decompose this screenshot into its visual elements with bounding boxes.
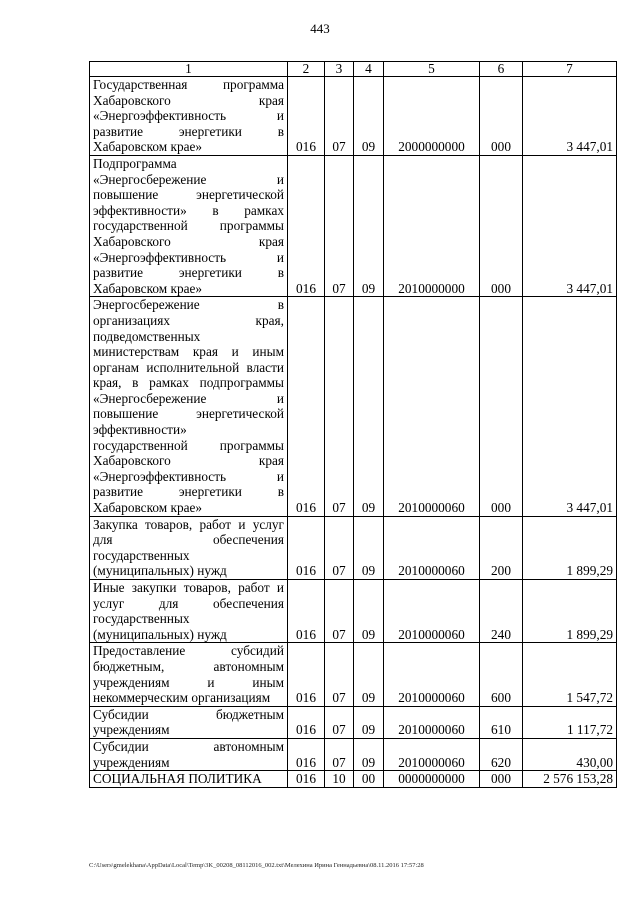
table-header-row <box>90 62 617 77</box>
header-cell: 1 <box>90 62 288 77</box>
table-row <box>90 516 617 579</box>
row-col7-cell: 1 117,72 <box>523 706 617 738</box>
row-col5-cell: 2010000060 <box>384 297 480 516</box>
row-name-cell: Предоставление субсидий бюджетным, автономным учреждениям и иным некоммерческим организациям <box>90 643 288 706</box>
row-name-cell: Государственная программа Хабаровского края «Энергоэффективность и развитие энергетики в Хабаровском крае» <box>90 77 288 156</box>
row-col2-cell: 016 <box>288 155 325 296</box>
row-col6-cell: 000 <box>480 77 523 156</box>
row-col2-cell: 016 <box>288 297 325 516</box>
row-col2-cell: 016 <box>288 77 325 156</box>
row-name-cell: Энергосбережение в организациях края, подведомственных министерствам края и иным органам исполнительной власти края, в рамках подпрограммы «Энергосбережение и повышение энергетической эффективности» государственной программы Хабаровского края «Энергоэффективность и развитие энергетики в Хабаровском крае» <box>90 297 288 516</box>
row-col3-cell: 10 <box>325 771 354 788</box>
row-col6-cell: 240 <box>480 580 523 643</box>
header-cell: 4 <box>354 62 384 77</box>
row-col2-cell: 016 <box>288 738 325 770</box>
row-col4-cell: 09 <box>354 738 384 770</box>
table-row <box>90 706 617 738</box>
table-row <box>90 155 617 296</box>
row-col4-cell: 09 <box>354 77 384 156</box>
row-col4-cell: 09 <box>354 297 384 516</box>
row-col6-cell: 610 <box>480 706 523 738</box>
row-col4-cell: 09 <box>354 580 384 643</box>
row-col4-cell: 09 <box>354 516 384 579</box>
table-row <box>90 77 617 156</box>
row-col3-cell: 07 <box>325 77 354 156</box>
row-col3-cell: 07 <box>325 738 354 770</box>
row-col2-cell: 016 <box>288 706 325 738</box>
header-cell: 2 <box>288 62 325 77</box>
row-col6-cell: 200 <box>480 516 523 579</box>
table-row <box>90 643 617 706</box>
header-cell: 5 <box>384 62 480 77</box>
row-name-cell: Субсидии бюджетным учреждениям <box>90 706 288 738</box>
row-col5-cell: 2000000000 <box>384 77 480 156</box>
row-name-cell: Закупка товаров, работ и услуг для обеспечения государственных (муниципальных) нужд <box>90 516 288 579</box>
row-col7-cell: 3 447,01 <box>523 77 617 156</box>
row-col7-cell: 1 899,29 <box>523 516 617 579</box>
table-row <box>90 771 617 788</box>
header-cell: 3 <box>325 62 354 77</box>
row-col3-cell: 07 <box>325 643 354 706</box>
row-col7-cell: 430,00 <box>523 738 617 770</box>
table-row <box>90 580 617 643</box>
row-col6-cell: 620 <box>480 738 523 770</box>
row-col4-cell: 00 <box>354 771 384 788</box>
row-name-cell: Подпрограмма «Энергосбережение и повышение энергетической эффективности» в рамках государственной программы Хабаровского края «Энергоэффективность и развитие энергетики в Хабаровском крае» <box>90 155 288 296</box>
row-col7-cell: 2 576 153,28 <box>523 771 617 788</box>
row-col7-cell: 3 447,01 <box>523 297 617 516</box>
row-col6-cell: 600 <box>480 643 523 706</box>
row-name-cell: Субсидии автономным учреждениям <box>90 738 288 770</box>
row-col7-cell: 3 447,01 <box>523 155 617 296</box>
row-col5-cell: 2010000060 <box>384 706 480 738</box>
header-cell: 6 <box>480 62 523 77</box>
row-col2-cell: 016 <box>288 643 325 706</box>
row-name-cell: СОЦИАЛЬНАЯ ПОЛИТИКА <box>90 771 288 788</box>
row-col3-cell: 07 <box>325 706 354 738</box>
table-row <box>90 738 617 770</box>
row-col4-cell: 09 <box>354 706 384 738</box>
row-col2-cell: 016 <box>288 771 325 788</box>
row-col3-cell: 07 <box>325 580 354 643</box>
file-path-footer: C:\Users\gmelekhana\AppData\Local\Temp\3K_00208_08112016_002.txt\Мелехина Ирина Геннадьевна\08.11.2016 17:57:28 <box>89 862 424 869</box>
row-col5-cell: 2010000060 <box>384 516 480 579</box>
row-col3-cell: 07 <box>325 297 354 516</box>
budget-table <box>89 61 617 788</box>
row-col4-cell: 09 <box>354 155 384 296</box>
row-col3-cell: 07 <box>325 516 354 579</box>
row-col2-cell: 016 <box>288 580 325 643</box>
row-col3-cell: 07 <box>325 155 354 296</box>
table-row <box>90 297 617 516</box>
row-col7-cell: 1 899,29 <box>523 580 617 643</box>
row-col5-cell: 0000000000 <box>384 771 480 788</box>
row-name-cell: Иные закупки товаров, работ и услуг для обеспечения государственных (муниципальных) нужд <box>90 580 288 643</box>
row-col5-cell: 2010000000 <box>384 155 480 296</box>
row-col7-cell: 1 547,72 <box>523 643 617 706</box>
header-cell: 7 <box>523 62 617 77</box>
page-number: 443 <box>310 21 330 36</box>
row-col6-cell: 000 <box>480 297 523 516</box>
row-col5-cell: 2010000060 <box>384 580 480 643</box>
row-col5-cell: 2010000060 <box>384 738 480 770</box>
row-col5-cell: 2010000060 <box>384 643 480 706</box>
row-col4-cell: 09 <box>354 643 384 706</box>
row-col6-cell: 000 <box>480 155 523 296</box>
row-col2-cell: 016 <box>288 516 325 579</box>
row-col6-cell: 000 <box>480 771 523 788</box>
